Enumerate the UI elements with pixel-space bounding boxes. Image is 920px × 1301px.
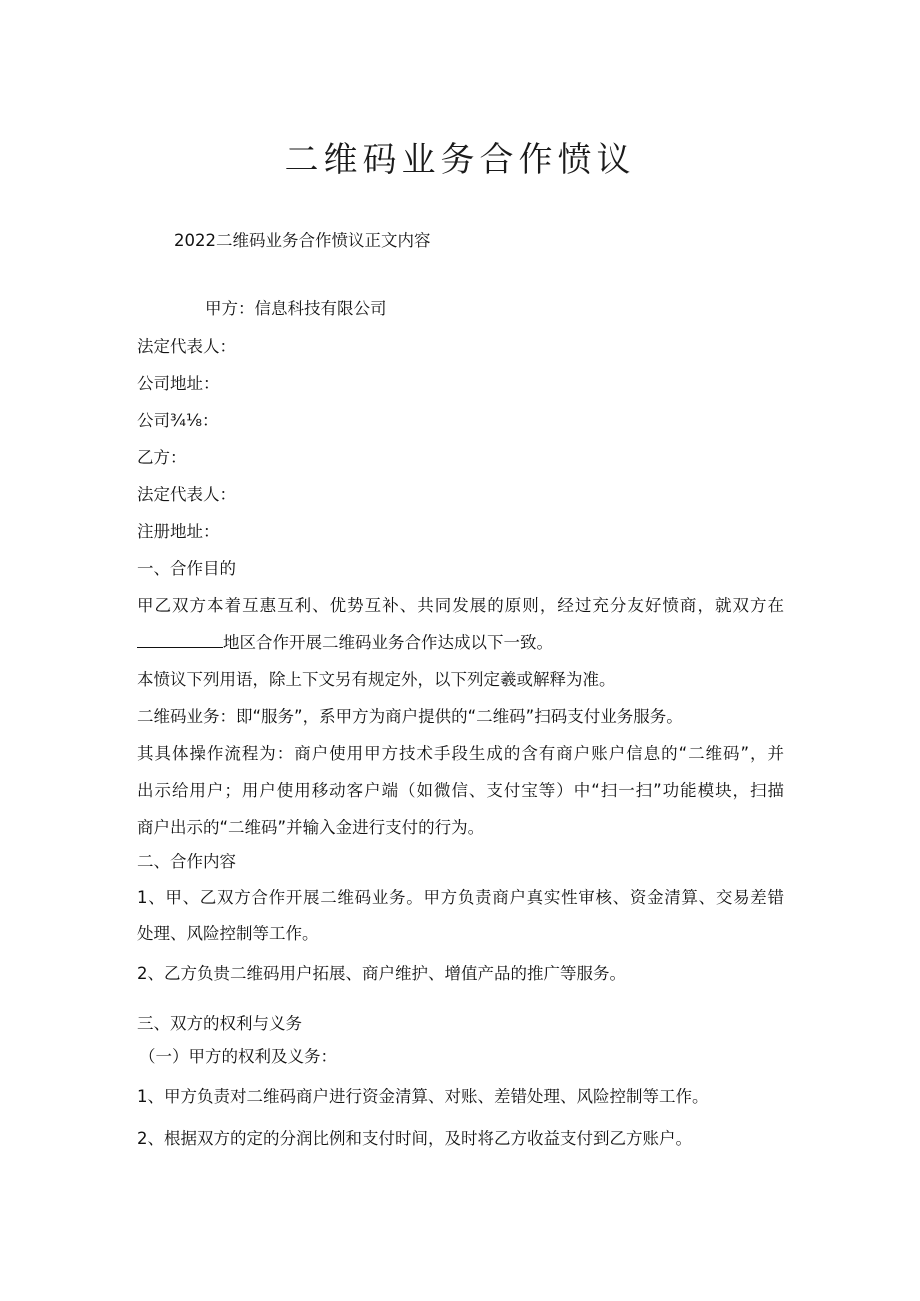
- section1-paragraph4-line3: 商户出示的“二维码”并输入金进行支付的行为。: [137, 818, 485, 837]
- section1-paragraph4-line2: 出示给用户；用户使用移动客户端（如微信、支付宝等）中“扫一扫”功能模块，扫描: [137, 781, 784, 800]
- section2-item1-line1: 1、甲、乙双方合作开展二维码业务。甲方负责商户真实性审核、资金清算、交易差错: [137, 888, 784, 907]
- party-a-name: 甲方：信息科技有限公司: [205, 299, 387, 318]
- party-a-phone: 公司¾⅛：: [137, 411, 219, 430]
- fill-in-blank: [137, 631, 223, 648]
- section1-paragraph1-line2-text: 地区合作开展二维码业务合作达成以下一致。: [223, 633, 553, 652]
- section3-item2: 2、根据双方的定的分润比例和支付时间，及时将乙方收益支付到乙方账户。: [137, 1129, 692, 1148]
- section1-paragraph1-line2: [137, 631, 553, 655]
- party-b-name: 乙方：: [137, 448, 187, 467]
- section1-paragraph1-line1: 甲乙双方本着互惠互利、优势互补、共同发展的原则，经过充分友好愤商，就双方在: [137, 596, 784, 615]
- document-title: 二维码业务合作愤议: [284, 140, 636, 180]
- party-b-legal-rep: 法定代表人：: [137, 485, 236, 504]
- section3-item1: 1、甲方负责对二维码商户进行资金清算、对账、差错处理、风险控制等工作。: [137, 1087, 709, 1106]
- section2-item1-line2: 处理、风险控制等工作。: [137, 924, 319, 943]
- party-b-address: 注册地址：: [137, 522, 220, 541]
- party-a-address: 公司地址：: [137, 374, 220, 393]
- section3-subheading: （一）甲方的权利及义务：: [139, 1047, 337, 1066]
- section1-paragraph3: 二维码业务：即“服务”，系甲方为商户提供的“二维码”扫码支付业务服务。: [137, 707, 683, 726]
- section1-paragraph4-line1: 其具体操作流程为：商户使用甲方技术手段生成的含有商户账户信息的“二维码”，并: [137, 744, 784, 763]
- section2-heading: 二、合作内容: [137, 852, 236, 871]
- section3-heading: 三、双方的权利与义务: [137, 1014, 302, 1033]
- section1-paragraph2: 本愤议下列用语，除上下文另有规定外，以下列定羲或解释为准。: [137, 670, 616, 689]
- document-subtitle: 2022二维码业务合作愤议正文内容: [174, 231, 431, 250]
- party-a-legal-rep: 法定代表人：: [137, 337, 236, 356]
- section1-heading: 一、合作目的: [137, 559, 236, 578]
- section2-item2: 2、乙方负贵二维码用户拓展、商户维护、增值产品的推广等服务。: [137, 964, 626, 983]
